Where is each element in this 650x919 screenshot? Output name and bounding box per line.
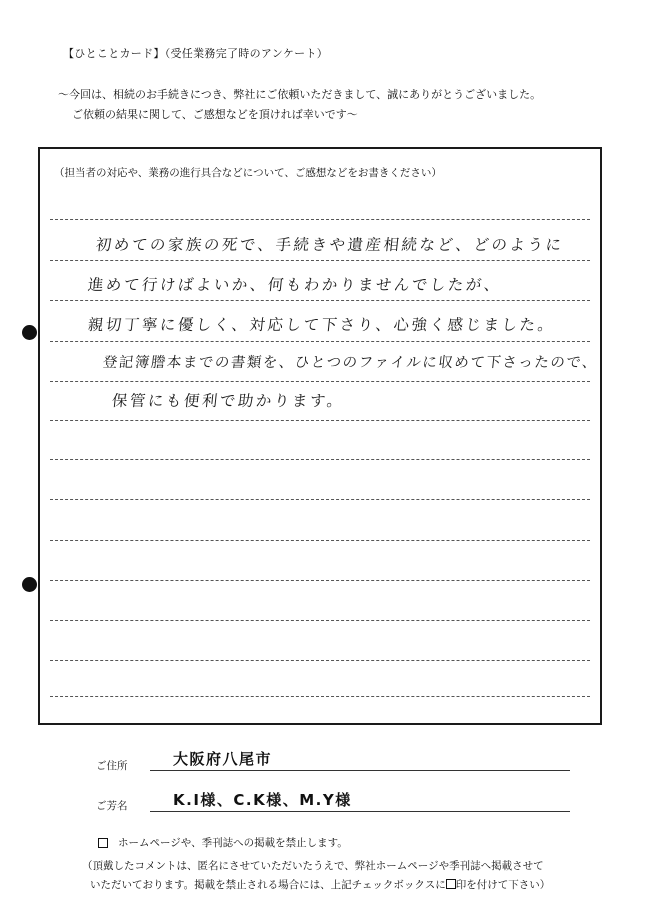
writing-line [50,300,590,301]
optout-label: ホームページや、季刊誌への掲載を禁止します。 [118,837,348,849]
intro-line-2: ご依頼の結果に関して、ご感想などを頂ければ幸いです～ [72,108,358,121]
writing-line [50,660,590,661]
name-value: K.I様、C.K様、M.Y様 [173,791,352,809]
writing-line [50,260,590,261]
handwritten-comment-line: 登記簿謄本までの書類を、ひとつのファイルに収めて下さったので、 [102,355,599,371]
writing-line [50,499,590,500]
checkbox-symbol [446,879,456,889]
notice-line-2-start: いただいております。掲載を禁止される場合には、上記チェックボックスに [90,879,446,891]
handwritten-comment-line: 進めて行けばよいか、何もわかりませんでしたが、 [86,276,503,294]
writing-line [50,540,590,541]
intro-text [58,85,541,125]
writing-line [50,580,590,581]
notice-line-2 [82,876,622,895]
binder-hole [22,325,37,340]
binder-hole [22,577,37,592]
writing-line [50,219,590,220]
writing-line [50,341,590,342]
handwritten-comment-line: 親切丁寧に優しく、対応して下さり、心強く感じました。 [86,316,557,334]
handwritten-comment-line: 初めての家族の死で、手続きや遺産相続など、どのように [94,236,565,254]
intro-line-1: ～今回は、相続のお手続きにつき、弊社にご依頼いただきまして、誠にありがとうございました。 [58,88,542,101]
name-underline [150,811,570,812]
writing-line [50,696,590,697]
optout-checkbox[interactable] [98,838,108,848]
writing-line [50,620,590,621]
writing-line [50,381,590,382]
writing-line [50,459,590,460]
publication-notice [82,857,622,895]
address-label: ご住所 [96,760,128,772]
notice-line-1: （頂戴したコメントは、匿名にさせていただいたうえで、弊社ホームページや季刊誌へ掲載させて [82,860,544,872]
name-label: ご芳名 [96,800,128,812]
comment-box-instructions: （担当者の対応や、業務の進行具合などについて、ご感想などをお書きください） [54,167,442,179]
notice-line-2-end: 印を付けて下さい） [455,879,551,891]
address-value: 大阪府八尾市 [173,750,273,768]
comment-box [38,147,602,725]
address-underline [150,770,570,771]
publication-optout [98,835,348,850]
handwritten-comment-line: 保管にも便利で助かります。 [110,392,346,410]
writing-line [50,420,590,421]
card-title: 【ひとことカード】（受任業務完了時のアンケート） [63,47,329,60]
